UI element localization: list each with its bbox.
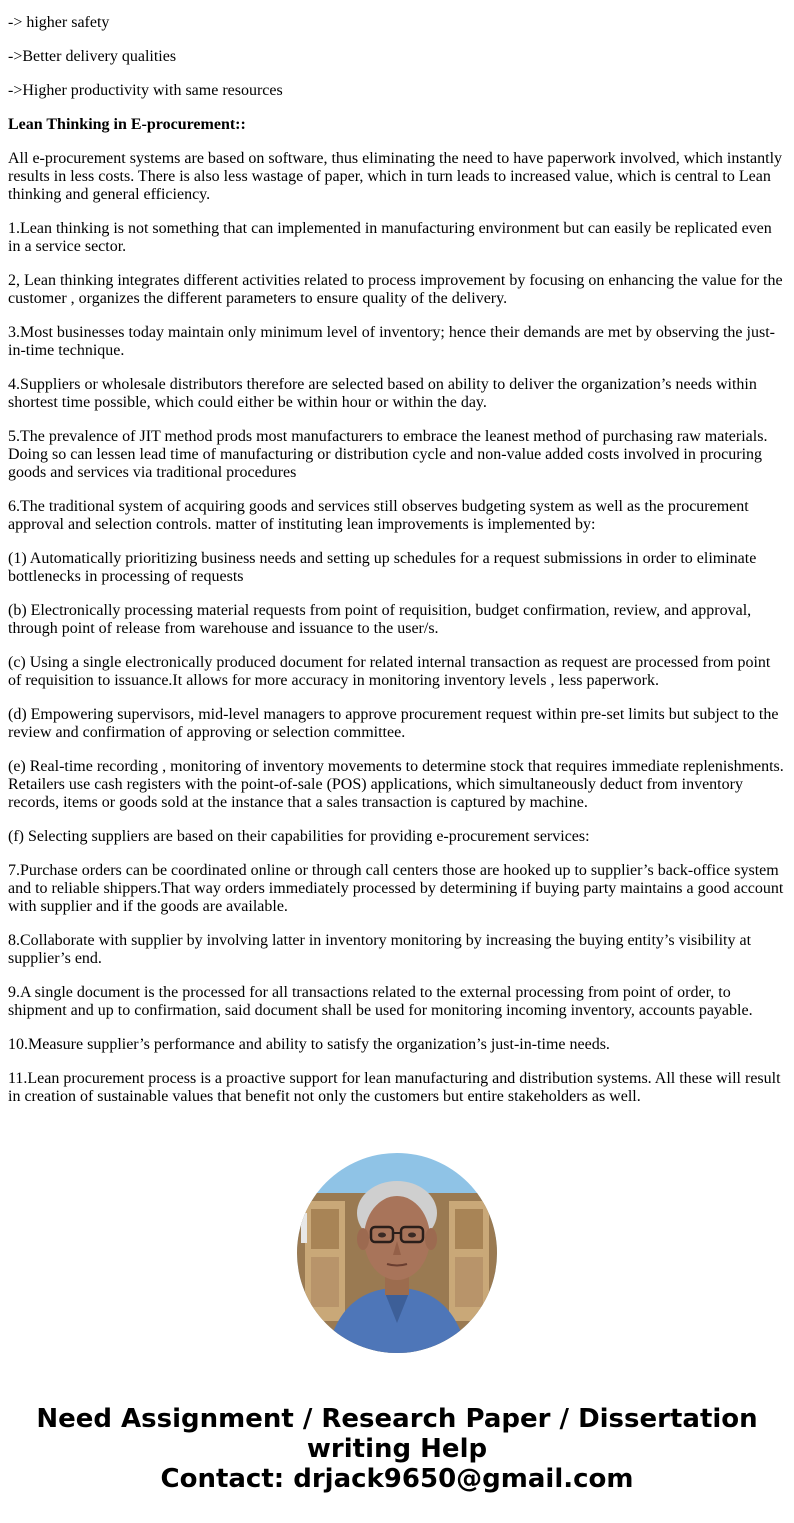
paragraph: 1.Lean thinking is not something that can implemented in manufacturing environment but can easily be replicated even in a service sector. xyxy=(8,220,772,255)
paragraph: 4.Suppliers or wholesale distributors therefore are selected based on ability to deliver the organization’s needs within shortest time possible, which could either be within hour or within the day. xyxy=(8,376,757,411)
paragraph: (1) Automatically prioritizing business needs and setting up schedules for a request submissions in order to eliminate bottlenecks in processing of requests xyxy=(8,550,757,585)
paragraph: 6.The traditional system of acquiring goods and services still observes budgeting system as well as the procurement approval and selection controls. matter of instituting lean improvements is implemented by: xyxy=(8,498,749,533)
paragraph: (e) Real-time recording , monitoring of inventory movements to determine stock that requires immediate replenishments. Retailers use cash registers with the point-of-sale (POS) applications, which simultaneously deduct from inventory records, items or goods sold at the instance that a sales transaction is captured by machine. xyxy=(8,758,784,811)
paragraph: 3.Most businesses today maintain only minimum level of inventory; hence their demands are met by observing the just-in-time technique. xyxy=(8,324,775,359)
paragraph: (f) Selecting suppliers are based on their capabilities for providing e-procurement services: xyxy=(8,828,590,845)
paragraph: (c) Using a single electronically produced document for related internal transaction as request are processed from point of requisition to issuance.It allows for more accuracy in monitoring inventory levels , less paperwork. xyxy=(8,654,771,689)
article-body xyxy=(8,14,786,1122)
author-photo-image xyxy=(297,1153,497,1353)
paragraph: 9.A single document is the processed for all transactions related to the external processing from point of order, to shipment and up to confirmation, said document shall be used for monitoring incoming inventory, accounts payable. xyxy=(8,984,753,1019)
paragraph: 7.Purchase orders can be coordinated online or through call centers those are hooked up to supplier’s back-office system and to reliable shippers.That way orders immediately processed by determining if buying party maintains a good account with supplier and if the goods are available. xyxy=(8,862,784,915)
paragraph: (b) Electronically processing material requests from point of requisition, budget confirmation, review, and approval, through point of release from warehouse and issuance to the user/s. xyxy=(8,602,752,637)
section-heading: Lean Thinking in E-procurement:: xyxy=(8,116,246,133)
paragraph: ->Better delivery qualities xyxy=(8,48,177,65)
contact-banner xyxy=(0,1404,794,1494)
paragraph: ->Higher productivity with same resources xyxy=(8,82,283,99)
paragraph: All e-procurement systems are based on software, thus eliminating the need to have paperwork involved, which instantly results in less costs. There is also less wastage of paper, which in turn leads to increased value, which is central to Lean thinking and general efficiency. xyxy=(8,150,783,203)
paragraph: 5.The prevalence of JIT method prods most manufacturers to embrace the leanest method of purchasing raw materials. Doing so can lessen lead time of manufacturing or distribution cycle and non-value added costs involved in procuring goods and services via traditional procedures xyxy=(8,428,768,481)
paragraph: 11.Lean procurement process is a proactive support for lean manufacturing and distribution systems. All these will result in creation of sustainable values that benefit not only the customers but entire stakeholders as well. xyxy=(8,1070,781,1105)
cta-contact-line: Contact: drjack9650@gmail.com xyxy=(160,1464,634,1494)
cta-line-1: Need Assignment / Research Paper / Dissertation xyxy=(36,1404,758,1434)
paragraph: (d) Empowering supervisors, mid-level managers to approve procurement request within pre-set limits but subject to the review and confirmation of approving or selection committee. xyxy=(8,706,779,741)
paragraph: 8.Collaborate with supplier by involving latter in inventory monitoring by increasing the buying entity’s visibility at supplier’s end. xyxy=(8,932,752,967)
author-photo xyxy=(297,1153,497,1353)
paragraph: 10.Measure supplier’s performance and ability to satisfy the organization’s just-in-time needs. xyxy=(8,1036,610,1053)
paragraph: -> higher safety xyxy=(8,14,110,31)
paragraph: 2, Lean thinking integrates different activities related to process improvement by focusing on enhancing the value for the customer , organizes the different parameters to ensure quality of the delivery. xyxy=(8,272,783,307)
cta-line-2: writing Help xyxy=(306,1434,488,1464)
